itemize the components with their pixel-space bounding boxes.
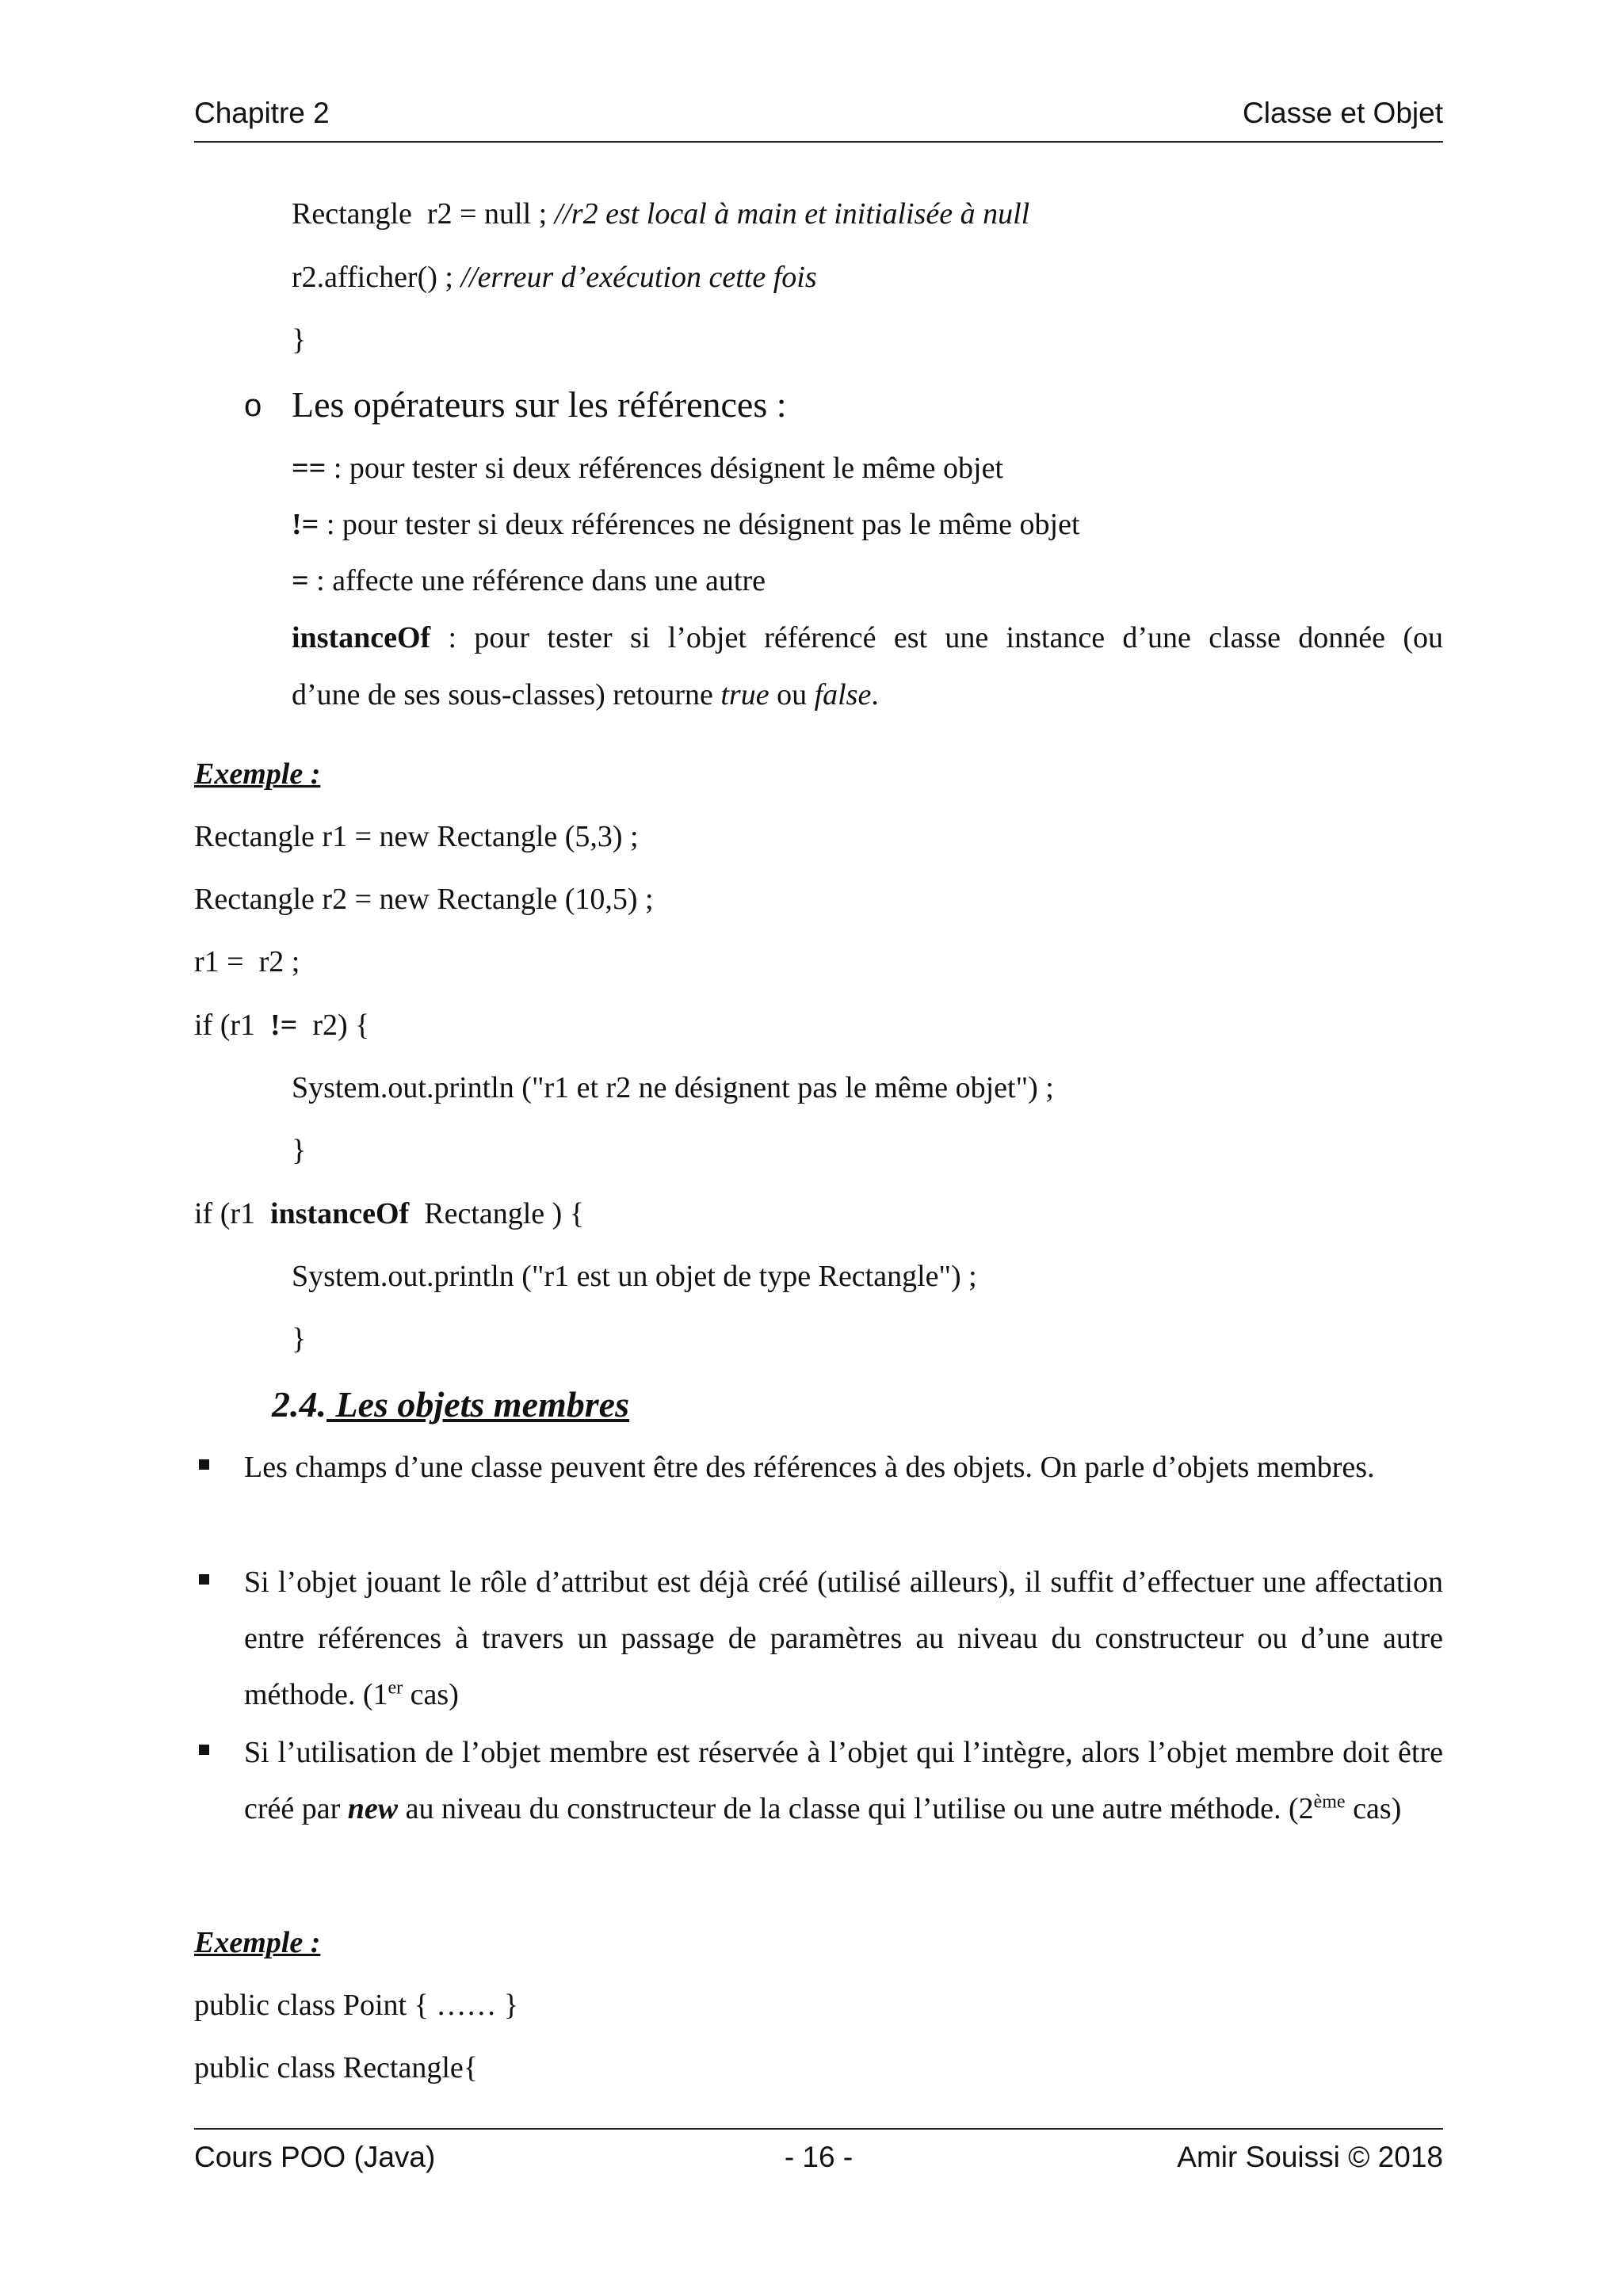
operator-description: : pour tester si l’objet référencé est une instance d’une classe donnée (ou: [430, 621, 1443, 654]
example-label: Exemple :: [194, 757, 321, 791]
code-comment: //erreur d’exécution cette fois: [460, 261, 817, 294]
code-text: if (r1: [194, 1009, 271, 1042]
section-title-text: Les objets membres: [327, 1384, 629, 1425]
operator-description: ou: [769, 678, 815, 711]
bullet-paragraph: [244, 1554, 1443, 1723]
operators-heading: Les opérateurs sur les références :: [292, 384, 787, 425]
keyword-new: new: [347, 1792, 399, 1825]
bullet-paragraph: Les champs d’une classe peuvent être des références à des objets. On parle d’objets membres.: [244, 1451, 1375, 1484]
operator-description: .: [871, 678, 879, 711]
operator-line: [292, 562, 766, 600]
example-label: Exemple :: [194, 1926, 321, 1959]
code-line: public class Rectangle{: [194, 2051, 479, 2084]
keyword-true: true: [720, 678, 769, 711]
code-line: Rectangle r2 = new Rectangle (10,5) ;: [194, 883, 654, 916]
operator-line: [292, 449, 1003, 487]
paragraph-text: cas): [403, 1678, 459, 1711]
code-text: Rectangle r2 = null ;: [292, 197, 555, 231]
square-bullet: [199, 1574, 209, 1585]
footer-course: Cours POO (Java): [194, 2141, 436, 2173]
header-title: Classe et Objet: [1243, 97, 1443, 129]
superscript: er: [388, 1677, 403, 1699]
keyword-false: false: [814, 678, 872, 711]
code-operator: !=: [270, 1009, 298, 1042]
page-header: [194, 97, 1443, 143]
code-operator: instanceOf: [270, 1197, 410, 1230]
footer-author: Amir Souissi © 2018: [1177, 2141, 1443, 2173]
code-comment: //r2 est local à main et initialisée à null: [554, 197, 1030, 231]
code-line: }: [292, 323, 307, 357]
code-line: r1 = r2 ;: [194, 945, 300, 978]
page-footer: [194, 2128, 1443, 2177]
code-line: System.out.println ("r1 et r2 ne désignent pas le même objet") ;: [292, 1071, 1054, 1104]
page-number: - 16 -: [784, 2141, 854, 2173]
bullet-paragraph: [244, 1725, 1443, 1837]
code-line: [194, 1006, 369, 1044]
operator-symbol: ==: [292, 452, 327, 485]
paragraph-text: cas): [1345, 1792, 1402, 1825]
operator-symbol: !=: [292, 508, 319, 541]
code-text: r2) {: [297, 1009, 370, 1042]
paragraph-text: Si l’objet jouant le rôle d’attribut est déjà créé (utilisé ailleurs), il suffit d’effectuer une affectation entre références à travers un passage de paramètres au niveau du constructeur ou d’une autre méthode. (1: [244, 1566, 1443, 1711]
operator-line: [292, 676, 879, 714]
code-text: r2.afficher() ;: [292, 261, 461, 294]
code-text: Rectangle ) {: [409, 1197, 585, 1230]
operator-description: : pour tester si deux références ne désignent pas le même objet: [319, 508, 1080, 541]
paragraph-text: Si l’utilisation de l’objet membre est réservée à l’objet qui l’intègre, alors l’objet membre doit être créé par: [244, 1736, 1443, 1825]
code-text: if (r1: [194, 1197, 271, 1230]
circle-bullet: o: [244, 388, 262, 423]
square-bullet: [199, 1745, 209, 1755]
section-title: [272, 1383, 629, 1427]
section-number: 2.4.: [272, 1384, 327, 1425]
code-line: }: [292, 1322, 307, 1356]
square-bullet: [199, 1459, 209, 1470]
operator-description: : pour tester si deux références désignent le même objet: [326, 452, 1003, 485]
operator-line: [292, 619, 1443, 657]
superscript: ème: [1313, 1791, 1346, 1813]
operator-symbol: instanceOf: [292, 621, 431, 654]
code-line: [292, 258, 817, 296]
operator-symbol: =: [292, 564, 309, 597]
paragraph-text: au niveau du constructeur de la classe qui l’utilise ou une autre méthode. (2: [398, 1792, 1314, 1825]
operator-line: [292, 505, 1080, 543]
code-line: }: [292, 1134, 307, 1167]
code-line: [292, 195, 1029, 233]
code-line: System.out.println ("r1 est un objet de type Rectangle") ;: [292, 1260, 977, 1293]
operator-description: d’une de ses sous-classes) retourne: [292, 678, 721, 711]
operator-description: : affecte une référence dans une autre: [308, 564, 766, 597]
header-chapter: Chapitre 2: [194, 97, 330, 129]
code-line: public class Point { …… }: [194, 1989, 519, 2022]
code-line: Rectangle r1 = new Rectangle (5,3) ;: [194, 820, 639, 853]
code-line: [194, 1195, 584, 1233]
